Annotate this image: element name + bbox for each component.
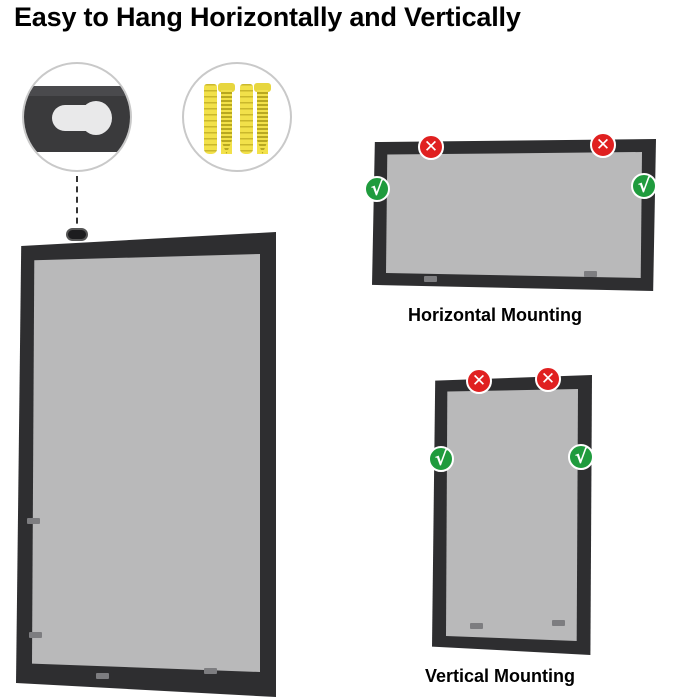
- frame-mat: [446, 389, 578, 641]
- mounting-clip: [424, 276, 437, 282]
- keyhole-slot-on-frame: [66, 228, 88, 241]
- screw-icon: [257, 90, 268, 154]
- mounting-clip: [204, 668, 217, 674]
- mounting-clip: [29, 632, 42, 638]
- screw-icon: [221, 90, 232, 154]
- mounting-clip: [552, 620, 565, 626]
- callout-dashed-line: [76, 176, 78, 234]
- mounting-clip: [27, 518, 40, 524]
- keyhole-hanger-closeup: [22, 62, 132, 172]
- horizontal-mounting-caption: Horizontal Mounting: [408, 305, 582, 325]
- wall-anchor-icon: [240, 84, 253, 154]
- keyhole-slot-icon: [52, 105, 104, 131]
- check-icon: √: [428, 446, 454, 472]
- frame-mat: [386, 152, 642, 278]
- page-title: Easy to Hang Horizontally and Vertically: [14, 2, 521, 32]
- vertical-mounting-caption: Vertical Mounting: [425, 666, 576, 686]
- check-icon: √: [364, 176, 390, 202]
- mounting-clip: [96, 673, 109, 679]
- screw-thread: [221, 90, 232, 154]
- vertical-mounting-frame: [432, 375, 592, 655]
- cross-icon: ✕: [466, 368, 492, 394]
- check-icon: √: [568, 444, 594, 470]
- screw-thread: [257, 90, 268, 154]
- cross-icon: ✕: [418, 134, 444, 160]
- cross-icon: ✕: [590, 132, 616, 158]
- wall-anchor-icon: [204, 84, 217, 154]
- large-portrait-frame: [16, 232, 276, 697]
- screws-and-anchors-closeup: [182, 62, 292, 172]
- horizontal-mounting-frame: [372, 139, 656, 291]
- mounting-clip: [470, 623, 483, 629]
- cross-icon: ✕: [535, 366, 561, 392]
- frame-mat: [32, 254, 260, 672]
- mounting-clip: [584, 271, 597, 277]
- check-icon: √: [631, 173, 657, 199]
